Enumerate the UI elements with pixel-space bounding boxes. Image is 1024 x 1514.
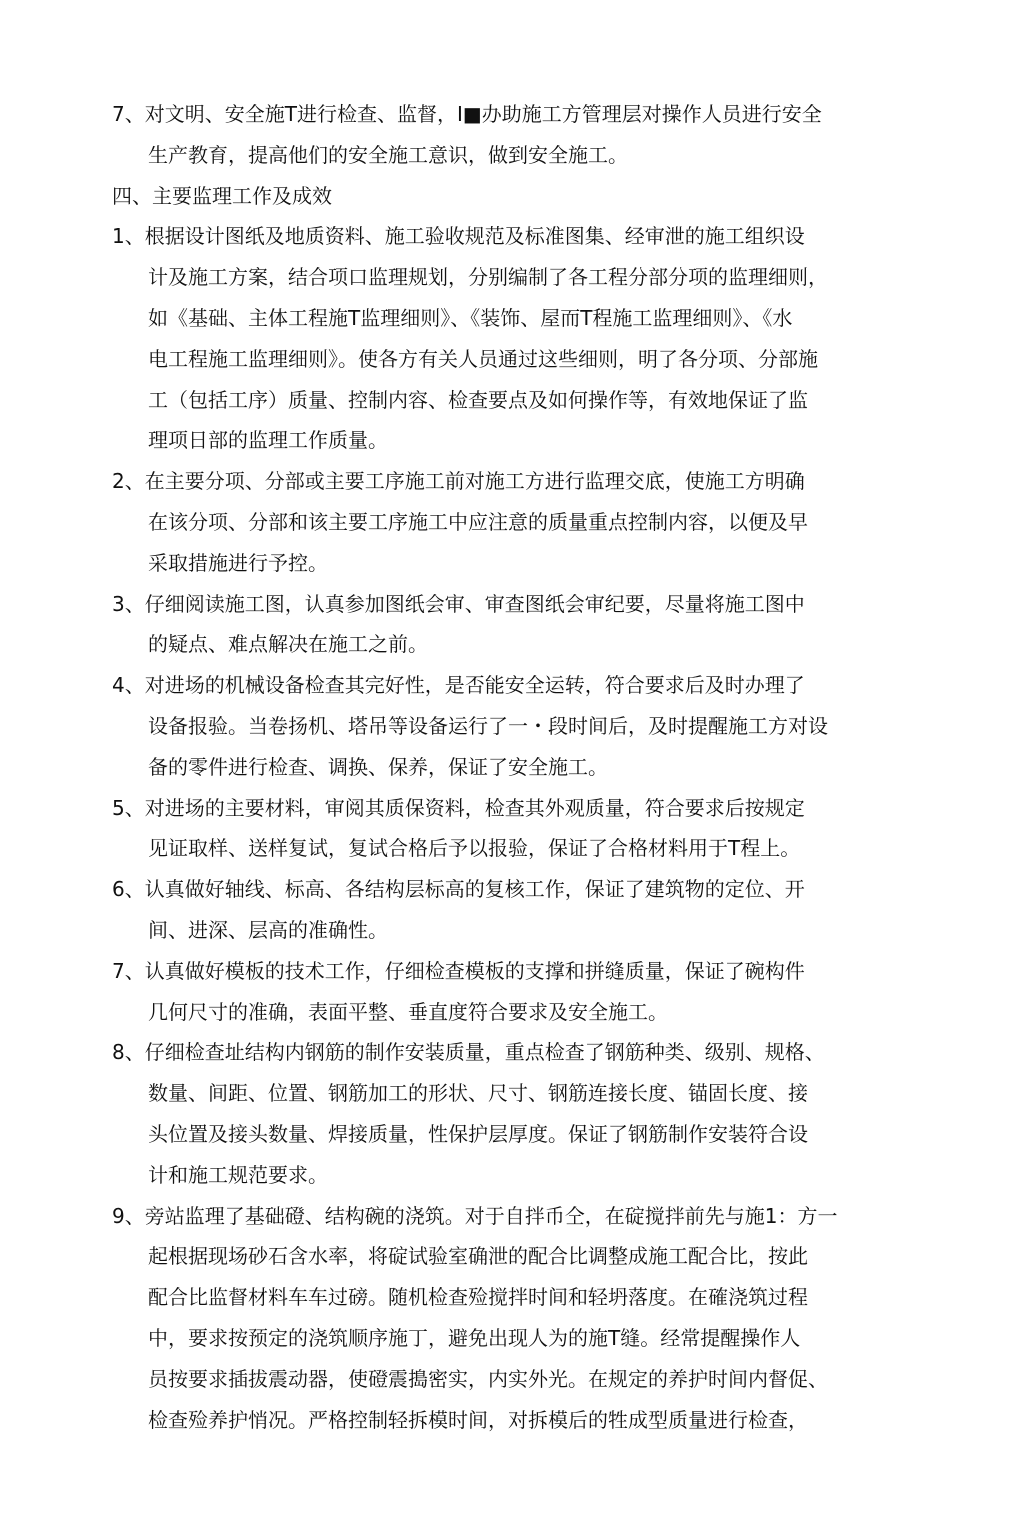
text-line: 见证取样、送样复试，复试合格后予以报验，保证了合格材料用于T程上。 bbox=[148, 836, 801, 861]
text-line: 配合比监督材料车车过磅。随机检查殓搅拌时间和轻坍落度。在確浇筑过程 bbox=[148, 1285, 808, 1310]
text-line: 如《基础、主体工程施T监理细则》、《装饰、屋而T程施工监理细则》、《水 bbox=[148, 305, 793, 330]
text-line: 备的零件进行检查、调换、保养，保证了安全施工。 bbox=[148, 754, 608, 779]
text-block bbox=[112, 94, 892, 1440]
text-line: 头位置及接头数量、焊接质量，性保护层厚度。保证了钢筋制作安装符合设 bbox=[148, 1121, 808, 1146]
text-line: 6、认真做好轴线、标高、各结构层标高的复核工作，保证了建筑物的定位、开 bbox=[112, 877, 805, 902]
text-line: 2、在主要分项、分部或主要工序施工前对施工方进行监理交底，使施工方明确 bbox=[112, 469, 805, 494]
text-line: 员按要求插拔震动器，使磴震搗密实，内实外光。在规定的养护时间内督促、 bbox=[148, 1366, 828, 1391]
text-line: 的疑点、难点解决在施工之前。 bbox=[148, 632, 428, 657]
text-line: 8、仔细检查址结构内钢筋的制作安装质量，重点检查了钢筋种类、级别、规格、 bbox=[112, 1040, 825, 1065]
text-line: 生产教育，提高他们的安全施工意识，做到安全施工。 bbox=[148, 142, 628, 167]
text-line: 9、旁站监理了基础磴、结构碗的浇筑。对于自拌币仝，在碇搅拌前先与施1：方一 bbox=[112, 1203, 838, 1228]
text-line: 检查殓养护悄况。严格控制轻拆模时间，对拆模后的牲成型质量进行检查， bbox=[148, 1407, 808, 1432]
text-line: 3、仔细阅读施工图，认真参加图纸会审、审查图纸会审纪要，尽量将施工图中 bbox=[112, 591, 805, 616]
text-line: 数量、间距、位置、钢筋加工的形状、尺寸、钢筋连接长度、锚固长度、接 bbox=[148, 1081, 808, 1106]
text-line: 中，要求按预定的浇筑顺序施丁，避免出现人为的施T缝。经常提醒操作人 bbox=[148, 1325, 801, 1350]
text-line: 电工程施工监理细则》。使各方有关人员通过这些细则，明了各分项、分部施 bbox=[148, 346, 818, 371]
text-line: 工（包括工序）质量、控制内容、检查要点及如何操作等，有效地保证了监 bbox=[148, 387, 808, 412]
text-line: 7、对文明、安全施T进行检查、监督，I■办助施工方管理层对操作人员进行安全 bbox=[112, 102, 822, 126]
text-line: 4、对进场的机械设备检查其完好性，是否能安全运转，符合要求后及时办理了 bbox=[112, 673, 805, 698]
text-line: 采取措施进行予控。 bbox=[148, 550, 328, 575]
text-line: 7、认真做好模板的技术工作，仔细检查模板的支撑和拼缝质量，保证了碗构件 bbox=[112, 958, 805, 983]
text-line: 计和施工规范要求。 bbox=[148, 1162, 328, 1187]
text-line: 设备报验。当卷扬机、塔吊等设备运行了一・段时间后，及时提醒施工方对设 bbox=[148, 713, 828, 738]
text-line: 几何尺寸的准确，表面平整、垂直度符合要求及安全施工。 bbox=[148, 999, 668, 1024]
text-line: 间、进深、层高的准确性。 bbox=[148, 917, 388, 942]
text-line: 起根据现场砂石含水率，将碇试验室确泄的配合比调整成施工配合比，按此 bbox=[148, 1244, 808, 1269]
text-line: 在该分项、分部和该主要工序施工中应注意的质量重点控制内容，以便及早 bbox=[148, 509, 808, 534]
text-line: 理项日部的监理工作质量。 bbox=[148, 428, 388, 453]
text-line: 1、根据设计图纸及地质资料、施工验收规范及标准图集、经审泄的施工组织设 bbox=[112, 224, 805, 249]
text-line: 计及施工方案，结合项口监理规划，分别编制了各工程分部分项的监理细则， bbox=[148, 265, 828, 290]
text-line: 5、对进场的主要材料，审阅其质保资料，检查其外观质量，符合要求后按规定 bbox=[112, 795, 805, 820]
section-heading: 四、主要监理工作及成效 bbox=[112, 183, 332, 208]
